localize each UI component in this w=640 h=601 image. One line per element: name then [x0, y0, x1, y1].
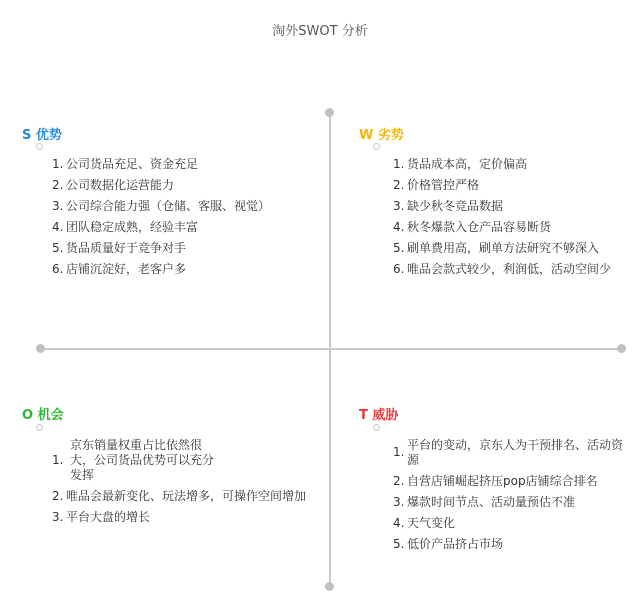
list-item: 5 . 货品质量好于竞争对手	[52, 241, 322, 256]
list-item: 6 . 唯品会款式较少，利润低，活动空间少	[393, 262, 633, 277]
weaknesses-heading: W 劣势	[359, 128, 404, 143]
strengths-connector	[36, 143, 43, 150]
weaknesses-connector	[373, 143, 380, 150]
axis-bottom-dot	[325, 582, 334, 591]
opportunities-list	[52, 438, 324, 531]
horizontal-axis	[40, 348, 622, 350]
threats-heading: T 威胁	[359, 408, 399, 423]
list-item: 1 . 公司货品充足、资金充足	[52, 157, 322, 172]
list-item: 4 . 天气变化	[393, 516, 623, 531]
page-title: 淘外SWOT 分析	[272, 24, 368, 39]
list-item: 2 . 公司数据化运营能力	[52, 178, 322, 193]
list-item: 1 . 平台的变动，京东人为干预排名、活动资源	[393, 438, 623, 468]
list-item: 5 . 刷单费用高，刷单方法研究不够深入	[393, 241, 633, 256]
opportunities-heading: O 机会	[22, 408, 64, 423]
list-item: 1 . 货品成本高，定价偏高	[393, 157, 633, 172]
list-item: 3 . 公司综合能力强（仓储、客服、视觉）	[52, 199, 322, 214]
list-item: 2 . 自营店铺崛起挤压pop店铺综合排名	[393, 474, 623, 489]
weaknesses-list	[393, 157, 633, 283]
list-item: 2 . 价格管控严格	[393, 178, 633, 193]
vertical-axis	[329, 112, 331, 586]
opportunities-connector	[36, 424, 43, 431]
list-item: 3 . 爆款时间节点、活动量预估不准	[393, 495, 623, 510]
list-item: 2 . 唯品会最新变化、玩法增多，可操作空间增加	[52, 489, 324, 504]
list-item: 4 . 团队稳定成熟，经验丰富	[52, 220, 322, 235]
axis-left-dot	[36, 344, 45, 353]
threats-connector	[373, 424, 380, 431]
list-item: 6 . 店铺沉淀好，老客户多	[52, 262, 322, 277]
strengths-heading: S 优势	[22, 128, 62, 143]
list-item: 1 . 京东销量权重占比依然很大，公司货品优势可以充分发挥	[52, 438, 220, 483]
axis-right-dot	[617, 344, 626, 353]
strengths-list	[52, 157, 322, 283]
threats-list	[393, 438, 623, 558]
list-item: 4 . 秋冬爆款入仓产品容易断货	[393, 220, 633, 235]
list-item: 3 . 平台大盘的增长	[52, 510, 324, 525]
list-item: 3 . 缺少秋冬竞品数据	[393, 199, 633, 214]
list-item: 5 . 低价产品挤占市场	[393, 537, 623, 552]
axis-top-dot	[325, 108, 334, 117]
